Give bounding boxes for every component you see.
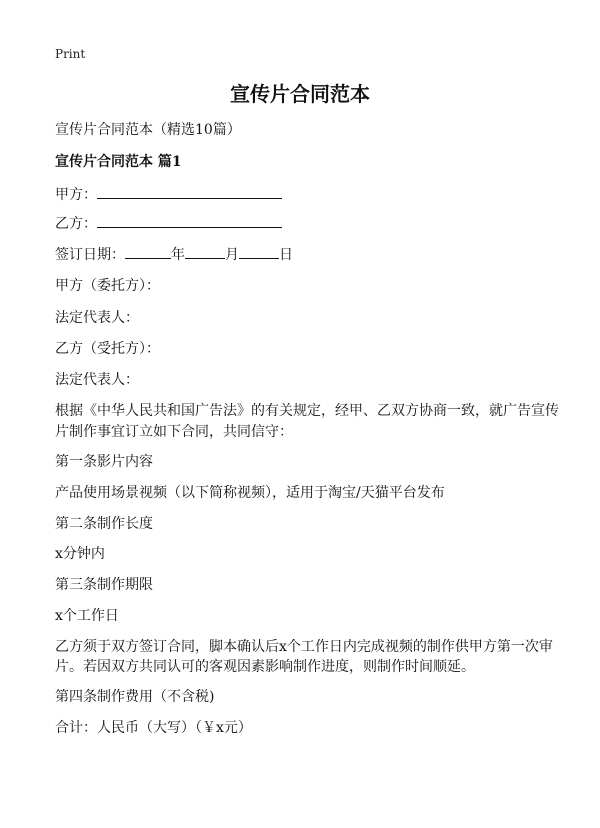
article-1-body: 产品使用场景视频（以下简称视频），适用于淘宝/天猫平台发布: [55, 485, 445, 501]
article-3-body: x个工作日: [55, 608, 119, 624]
article-2-body: x分钟内: [55, 546, 105, 562]
article-4-title: 第四条制作费用（不含税): [55, 689, 215, 705]
party-b-label: 乙方：: [55, 216, 97, 232]
document-title: 宣传片合同范本: [230, 82, 370, 106]
signing-date-label: 签订日期：: [55, 247, 125, 263]
legal-rep-b: 法定代表人：: [55, 372, 139, 388]
year-label: 年: [171, 247, 185, 263]
day-label: 日: [279, 247, 293, 263]
article-3-title: 第三条制作期限: [55, 577, 153, 593]
intro-line-2: 片制作事宜订立如下合同，共同信守：: [55, 424, 293, 440]
day-blank: [239, 243, 279, 259]
party-a-entrust: 甲方（委托方）：: [55, 278, 160, 294]
document-subtitle: 宣传片合同范本（精选10篇）: [55, 122, 241, 138]
party-a-blank: [97, 183, 282, 199]
total-line: 合计：人民币（大写）（￥x元）: [55, 720, 252, 736]
article-3-note-line-2: 片。若因双方共同认可的客观因素影响制作进度，则制作时间顺延。: [55, 659, 475, 675]
article-3-note-line-1: 乙方须于双方签订合同，脚本确认后x个工作日内完成视频的制作供甲方第一次审: [55, 639, 553, 655]
party-b-line: [55, 212, 555, 235]
intro-line-1: 根据《中华人民共和国广告法》的有关规定，经甲、乙双方协商一致，就广告宣传: [55, 403, 559, 419]
signing-date-line: [55, 243, 555, 266]
year-blank: [125, 243, 171, 259]
party-b-entrusted: 乙方（受托方）：: [55, 341, 160, 357]
party-a-label: 甲方：: [55, 187, 97, 203]
article-2-title: 第二条制作长度: [55, 516, 153, 532]
print-label[interactable]: Print: [55, 47, 86, 61]
party-a-line: [55, 183, 555, 206]
party-b-blank: [97, 212, 282, 228]
legal-rep-a: 法定代表人：: [55, 310, 139, 326]
article-1-title: 第一条影片内容: [55, 454, 153, 470]
section-heading: 宣传片合同范本 篇1: [55, 154, 182, 170]
month-blank: [185, 243, 225, 259]
month-label: 月: [225, 247, 239, 263]
